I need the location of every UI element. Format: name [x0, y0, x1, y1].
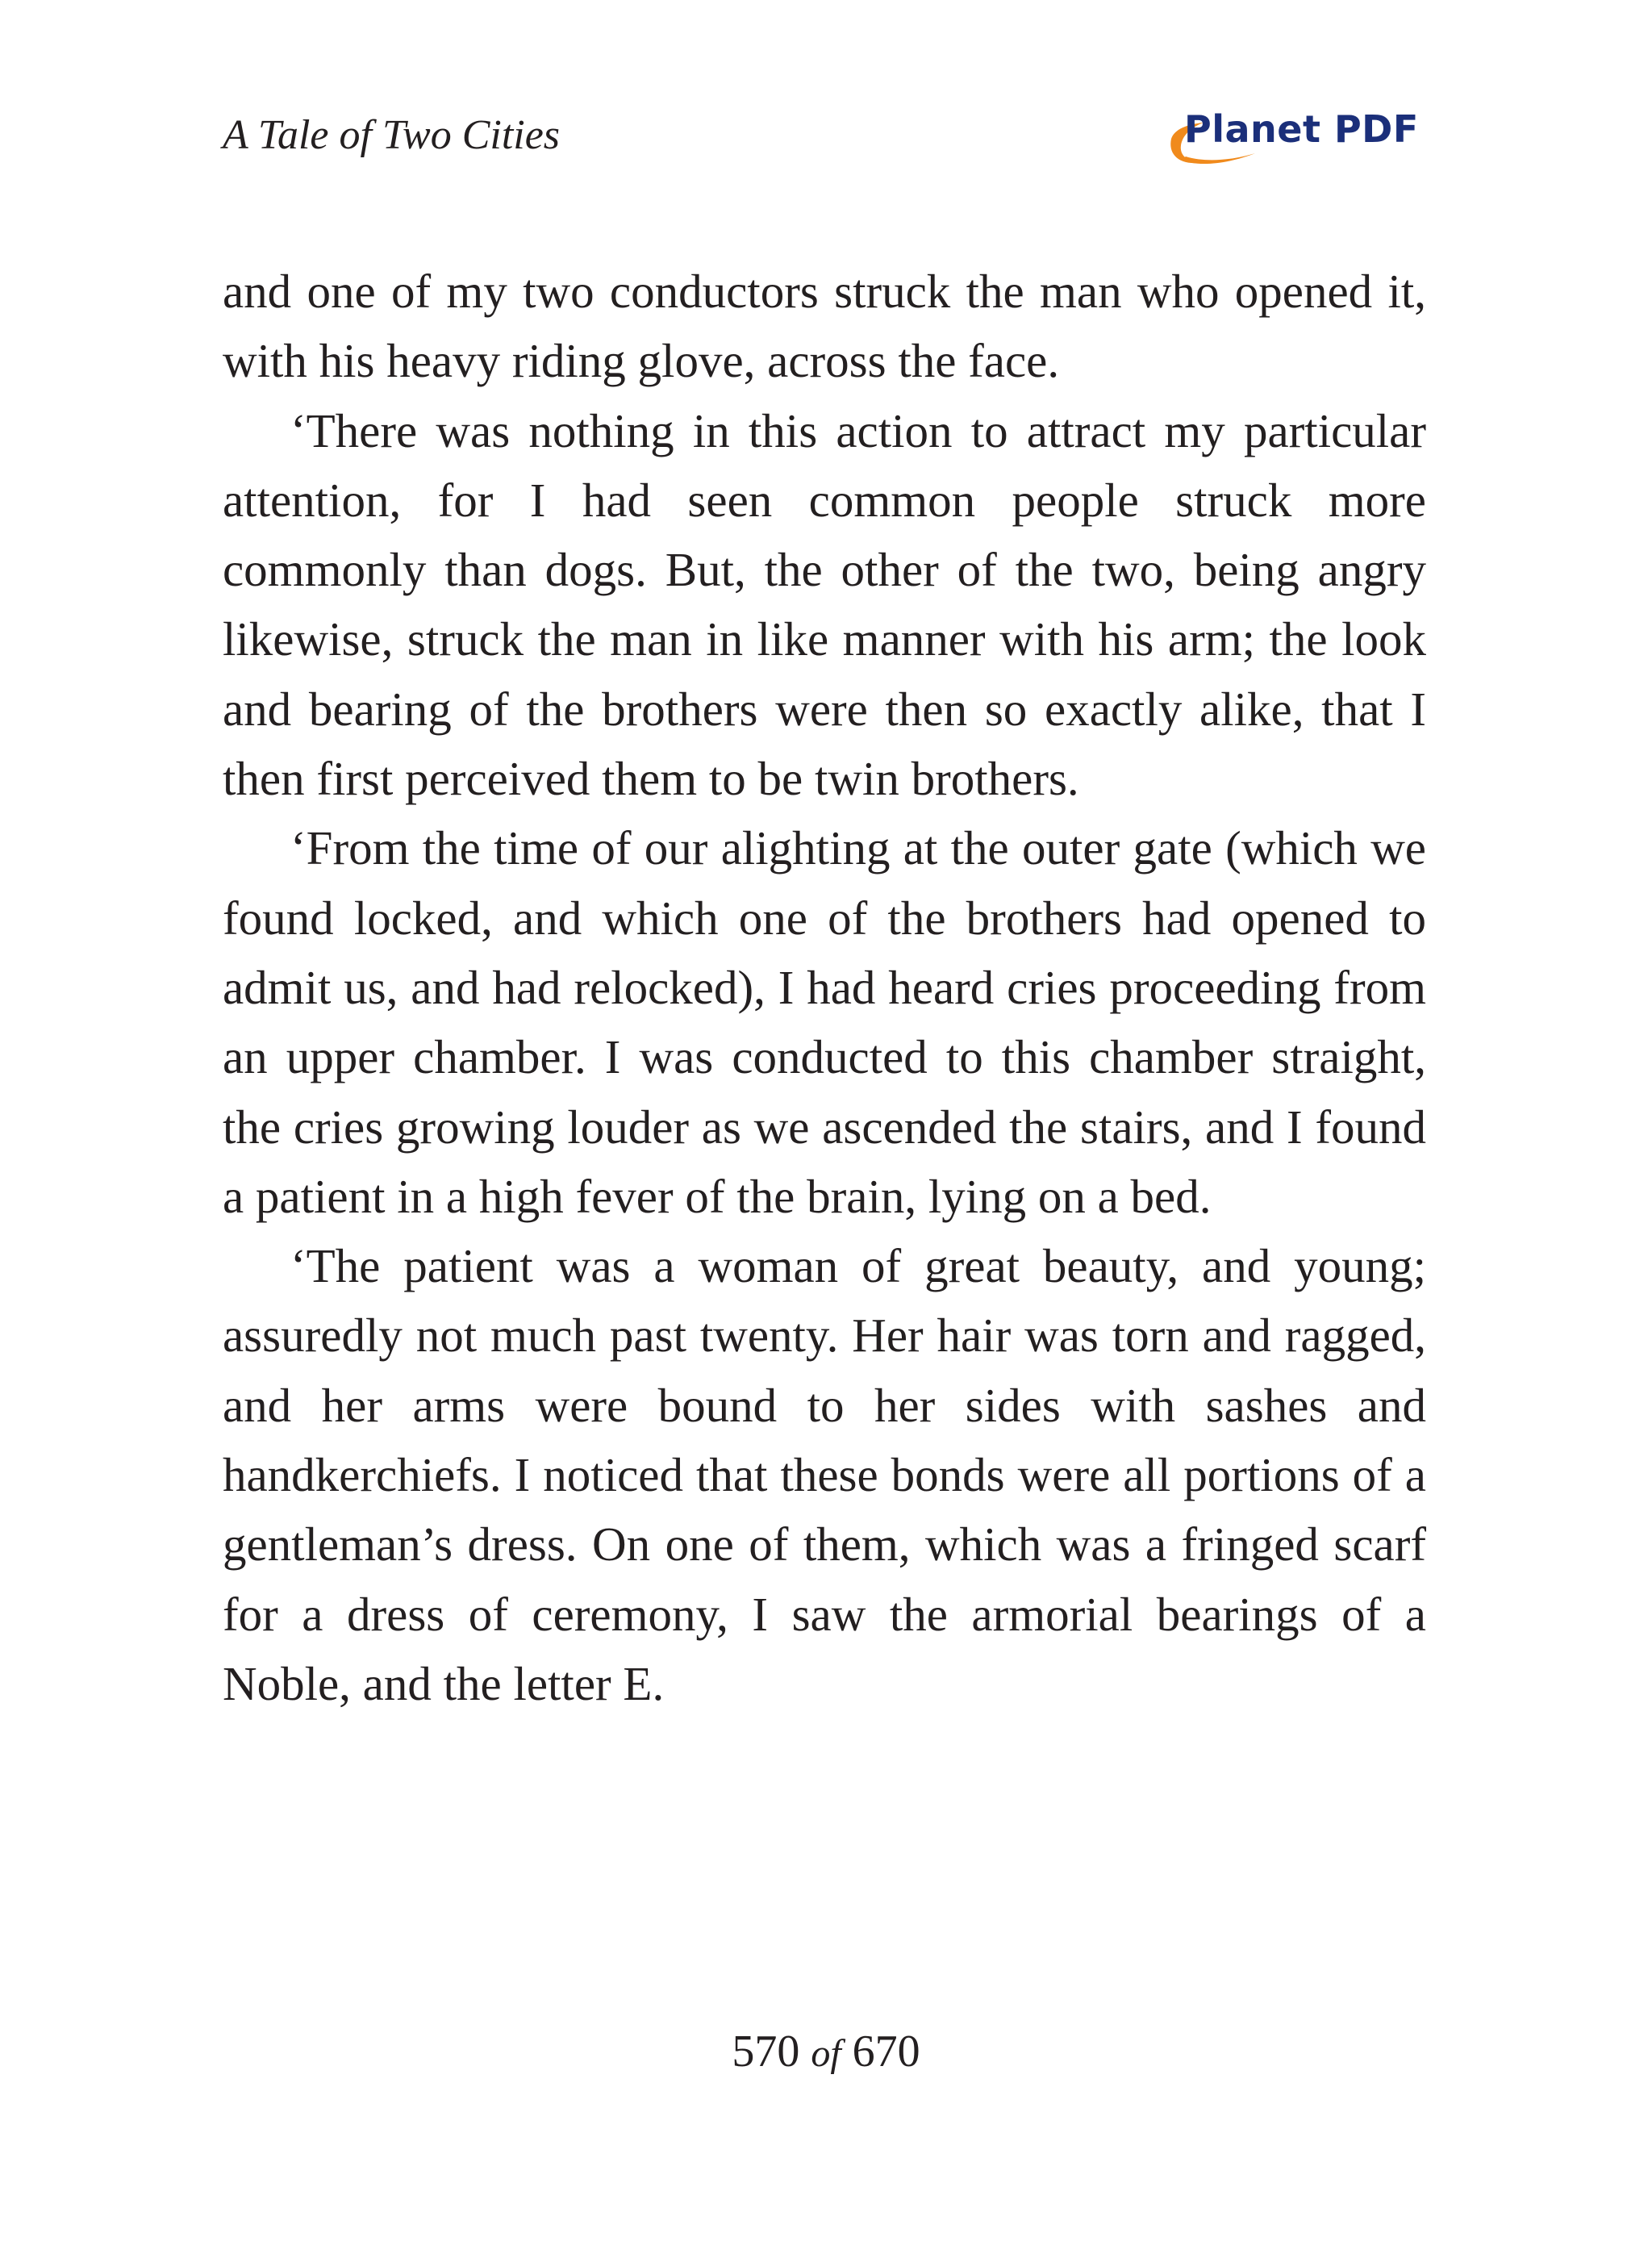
- logo-text: Planet PDF: [1184, 107, 1419, 151]
- planet-pdf-logo: [1166, 103, 1419, 169]
- total-pages: 670: [852, 2027, 920, 2077]
- page-body: [223, 257, 1426, 1718]
- page-header: [223, 103, 1419, 176]
- paragraph: ‘There was nothing in this action to attract my particular attention, for I had seen common people struck more commonly than dogs. But, the other of the two, being angry likewise, struck the man in like manner with his arm; the look and bearing of the brothers were then so exactly alike, that I then first perceived them to be twin brothers.: [223, 403, 1426, 806]
- page-number: [0, 2023, 1652, 2082]
- book-title: A Tale of Two Cities: [223, 112, 561, 158]
- paragraph: ‘The patient was a woman of great beauty, and young; assuredly not much past twenty. Her hair was torn and ragged, and her arms were bound to her sides with sashes and handkerchiefs. I noticed that these bonds were all portions of a gentleman’s dress. On one of them, which was a fringed scarf for a dress of ceremony, I saw the armorial bearings of a Noble, and the letter E.: [223, 1239, 1426, 1710]
- current-page: 570: [732, 2027, 800, 2077]
- page-of-label: of: [811, 2032, 841, 2075]
- paragraph: and one of my two conductors struck the man who opened it, with his heavy riding glove, across the face.: [223, 265, 1426, 388]
- paragraph: ‘From the time of our alighting at the outer gate (which we found locked, and which one of the brothers had opened to admit us, and had relocked), I had heard cries proceeding from an upper chamber. I was conducted to this chamber straight, the cries growing louder as we ascended the stairs, and I found a patient in a high fever of the brain, lying on a bed.: [223, 821, 1426, 1223]
